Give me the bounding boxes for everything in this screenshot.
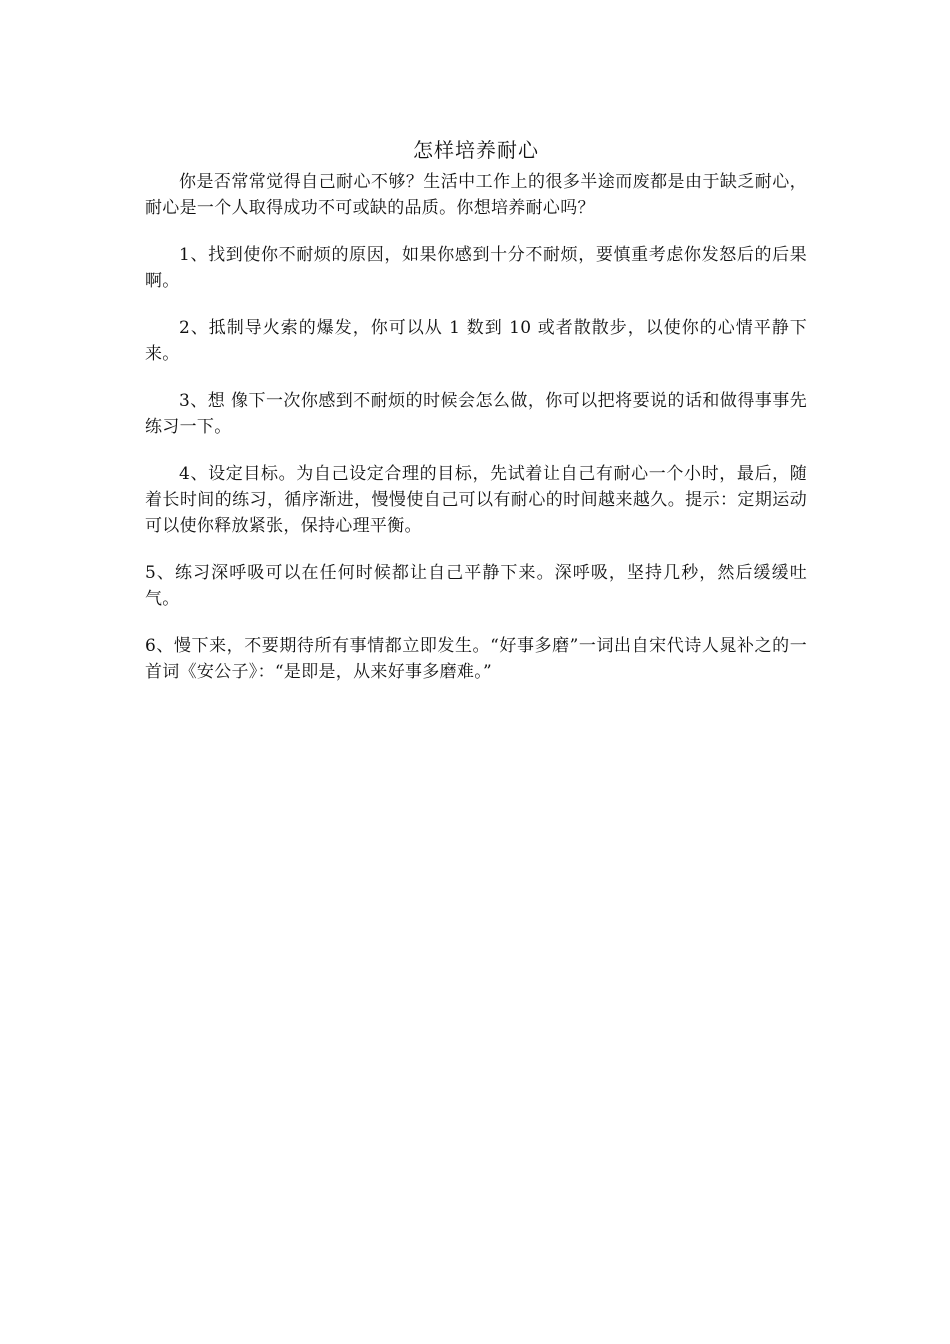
intro-paragraph: 你是否常常觉得自己耐心不够？生活中工作上的很多半途而废都是由于缺乏耐心，耐心是一个人取得成功不可或缺的品质。你想培养耐心吗？ [145,172,807,218]
document-title: 怎样培养耐心 [413,138,539,162]
tip-paragraph-5: 5、练习深呼吸可以在任何时候都让自己平静下来。深呼吸，坚持几秒，然后缓缓吐气。 [145,563,807,609]
document-content [145,135,807,706]
tip-paragraph-2: 2、抵制导火索的爆发，你可以从 1 数到 10 或者散散步，以使你的心情平静下来。 [145,318,807,364]
tip-paragraph-6: 6、慢下来，不要期待所有事情都立即发生。“好事多磨”一词出自宋代诗人晁补之的一首词《安公子》：“是即是，从来好事多磨难。” [145,636,807,682]
tip-paragraph-4: 4、设定目标。为自己设定合理的目标，先试着让自己有耐心一个小时，最后，随着长时间的练习，循序渐进，慢慢使自己可以有耐心的时间越来越久。提示：定期运动可以使你释放紧张，保持心理平衡。 [145,464,807,536]
tip-paragraph-1: 1、找到使你不耐烦的原因，如果你感到十分不耐烦，要慎重考虑你发怒后的后果啊。 [145,245,807,291]
tip-paragraph-3: 3、想 像下一次你感到不耐烦的时候会怎么做，你可以把将要说的话和做得事事先练习一下。 [145,391,807,437]
